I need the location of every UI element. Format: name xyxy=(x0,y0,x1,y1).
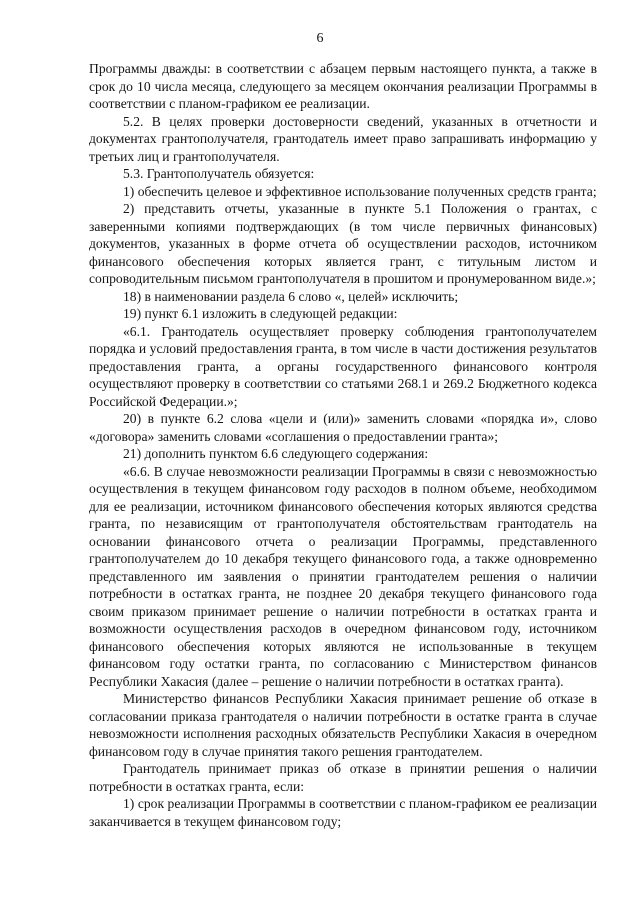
paragraph-continuation: Программы дважды: в соответствии с абзацем первым настоящего пункта, а также в срок до 10 числа месяца, следующего за месяцем окончания реализации Программы в соответствии с планом-графиком ее реализации. xyxy=(89,61,597,111)
paragraph-5-3-item-2: 2) представить отчеты, указанные в пункте 5.1 Положения о грантах, с заверенными копиями подтверждающих (в том числе первичных финансовых) документов, указанных в форме отчета об осуществлении расходов, источником финансового обеспечения которых является грант, с титульным листом и сопроводительным письмом грантополучателя в прошитом и пронумерованном виде.»; xyxy=(89,201,597,286)
paragraph-6-6-text: «6.6. В случае невозможности реализации Программы в связи с невозможностью осуществления в текущем финансовом году расходов в полном объеме, необходимом для ее реализации, источником финансового обеспечения которых являются средства гранта, по независящим от грантополучателя обстоятельствам грантодатель на основании финансового отчета о реализации Программы, представленного грантополучателем до 10 декабря текущего финансового года, а также одновременно представленного им заявления о принятии грантодателем решения о наличии потребности в остатках гранта, не позднее 20 декабря текущего финансового года своим приказом принимает решение о наличии потребности в остатках гранта и возможности осуществления расходов в очередном финансовом году, источником финансового обеспечения которых являются не использованные в текущем финансовом году остатки гранта, по согласованию с Министерством финансов Республики Хакасия (далее – решение о наличии потребности в остатках гранта). xyxy=(89,463,597,689)
paragraph-ministry-refusal: Министерство финансов Республики Хакасия принимает решение об отказе в согласовании приказа грантодателя о наличии потребности в остатке гранта в случае невозможности исполнения расходных обязательств Республики Хакасия в очередном финансовом году в случае принятия такого решения грантодателем. xyxy=(89,691,597,759)
paragraph-amendment-19: 19) пункт 6.1 изложить в следующей редакции: xyxy=(123,306,398,321)
paragraph-amendment-21: 21) дополнить пунктом 6.6 следующего содержания: xyxy=(123,446,429,461)
paragraph-5-3: 5.3. Грантополучатель обязуется: xyxy=(123,166,315,181)
paragraph-amendment-20: 20) в пункте 6.2 слова «цели и (или)» заменить словами «порядка и», слово «договора» заменить словами «соглашения о предоставлении гранта»; xyxy=(89,411,597,444)
page-number: 6 xyxy=(316,31,324,46)
document-body xyxy=(89,60,597,830)
paragraph-grantor-refusal: Грантодатель принимает приказ об отказе в принятии решения о наличии потребности в остатках гранта, если: xyxy=(89,761,597,794)
paragraph-6-1-text: «6.1. Грантодатель осуществляет проверку соблюдения грантополучателем порядка и условий предоставления гранта, в том числе в части достижения результатов предоставления гранта, а органы государственного финансового контроля осуществляют проверку в соответствии со статьями 268.1 и 269.2 Бюджетного кодекса Российской Федерации.»; xyxy=(89,323,597,409)
paragraph-refusal-item-1: 1) срок реализации Программы в соответствии с планом-графиком ее реализации заканчивается в текущем финансовом году; xyxy=(89,796,597,829)
paragraph-amendment-18: 18) в наименовании раздела 6 слово «, целей» исключить; xyxy=(123,288,459,304)
paragraph-5-3-item-1: 1) обеспечить целевое и эффективное использование полученных средств гранта; xyxy=(123,183,597,199)
paragraph-5-2: 5.2. В целях проверки достоверности сведений, указанных в отчетности и документах грантополучателя, грантодатель имеет право запрашивать информацию у третьих лиц и грантополучателя. xyxy=(89,113,597,164)
